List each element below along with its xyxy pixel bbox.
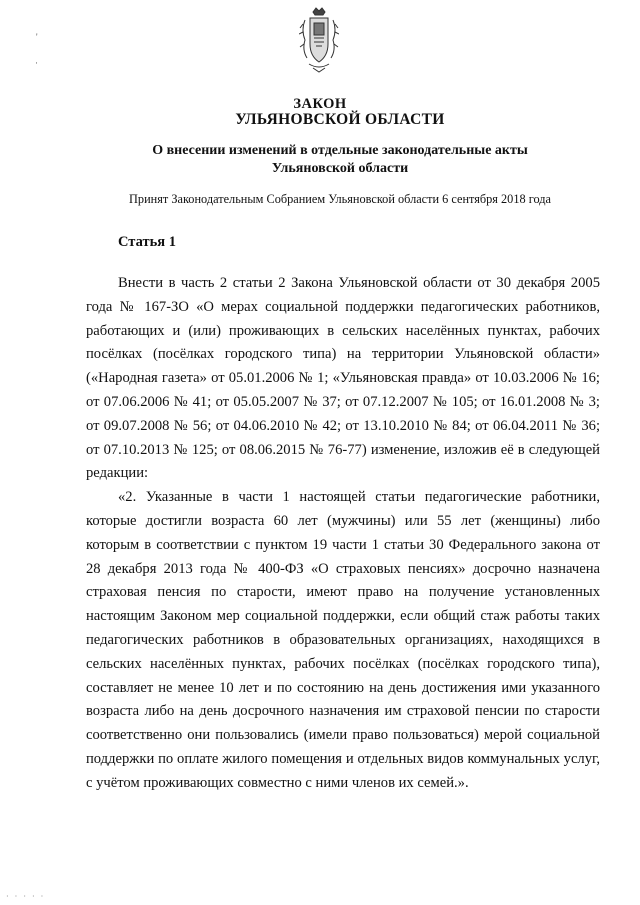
law-subtitle xyxy=(120,142,560,178)
scan-mark: · xyxy=(35,58,38,68)
adoption-note: Принят Законодательным Собранием Ульяновской области 6 сентября 2018 года xyxy=(129,192,551,206)
article-heading: Статья 1 xyxy=(118,234,176,250)
law-region: УЛЬЯНОВСКОЙ ОБЛАСТИ xyxy=(235,111,445,128)
scan-edge-marks: · · · · · xyxy=(6,892,46,901)
scan-mark: ' xyxy=(36,32,38,42)
coat-of-arms-icon xyxy=(299,6,339,74)
article-body xyxy=(86,272,600,796)
law-title: ЗАКОН xyxy=(293,96,347,112)
article-paragraph: Внести в часть 2 статьи 2 Закона Ульяновской области от 30 декабря 2005 года № 167-ЗО «О мерах социальной поддержки педагогических работников, работающих и (или) проживающих в сельских населённых пунктах, рабочих посёлках (посёлках городского типа) на территории Ульяновской области» («Народная газета» от 05.01.2006 № 1; «Ульяновская правда» от 10.03.2006 № 16; от 07.06.2006 № 41; от 05.05.2007 № 37; от 07.12.2007 № 105; от 16.01.2008 № 3; от 09.07.2008 № 56; от 04.06.2010 № 42; от 13.10.2010 № 84; от 06.04.2011 № 36; от 07.10.2013 № 125; от 08.06.2015 № 76-77) изменение, изложив её в следующей редакции: xyxy=(86,275,600,482)
subtitle-line: Ульяновской области xyxy=(271,161,409,176)
article-paragraph: «2. Указанные в части 1 настоящей статьи педагогические работники, которые достигли возраста 60 лет (мужчины) или 55 лет (женщины) либо которым в соответствии с пунктом 19 части 1 статьи 30 Федерального закона от 28 декабря 2013 года № 400-ФЗ «О страховых пенсиях» досрочно назначена страховая пенсия по старости, имеют право на получение установленных настоящим Законом мер социальной поддержки, если общий стаж работы таких педагогических работников в образовательных организациях, находящихся в сельских населённых пунктах, рабочих посёлках (посёлках городского типа), составляет не менее 10 лет и по состоянию на день достижения ими указанного возраста либо на день досрочного назначения им страховой пенсии по старости соответственно они пользовались (имели право пользоваться) мерой социальной поддержки по оплате жилого помещения и отдельных видов коммунальных услуг, с учётом проживающих совместно с ними членов их семей.». xyxy=(86,489,600,791)
subtitle-line: О внесении изменений в отдельные законодательные акты xyxy=(152,143,528,158)
